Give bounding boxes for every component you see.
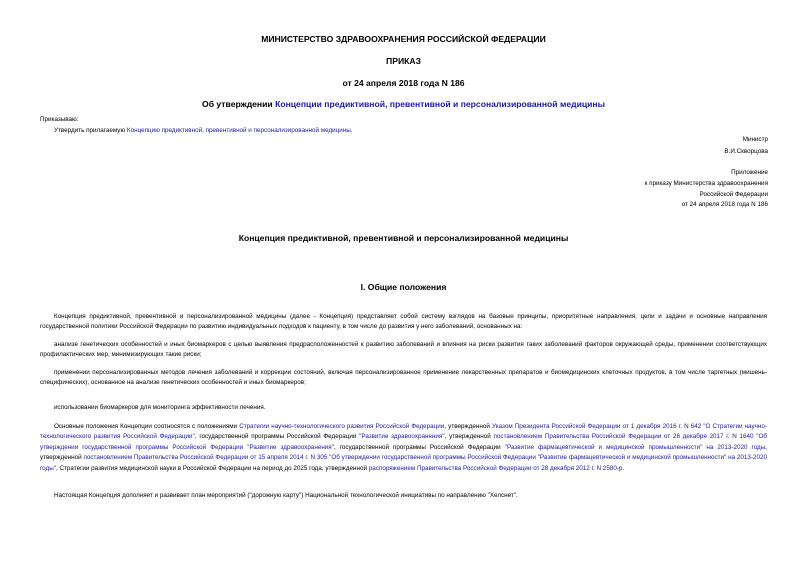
p5-text-8: .	[622, 464, 625, 472]
pharma-program-link[interactable]: "Развитие фармацевтической и медицинской промышленности" на 2013-2020 годы	[504, 443, 766, 451]
doc-title-prefix: Об утверждении	[202, 99, 273, 109]
paragraph-6: Настоящая Концепция дополняет и развивает план мероприятий ("дорожную карту") Национальной технологической инициативы по направлению "Хелснет".	[54, 492, 518, 499]
concept-link[interactable]: Концепцию предиктивной, превентивной и персонализированной медицины	[126, 127, 351, 134]
healthcare-program-link[interactable]: "Развитие здравоохранения"	[359, 433, 445, 441]
p5-text-5: , государственной программы Российской Федерации	[333, 443, 501, 451]
p5-text-3: , государственной программы Российской Федерации	[194, 433, 357, 441]
appendix-line-4: от 24 апреля 2018 года N 186	[681, 201, 768, 208]
p5-text-7: , Стратегии развития медицинской науки в Российской Федерации на период до 2025 года, утвержденной	[55, 464, 368, 472]
appendix-line-1: Приложение	[731, 169, 768, 176]
order-2580r-link[interactable]: распоряжением Правительства Российской Федерации от 28 декабря 2012 г. N 2580-р	[368, 464, 623, 472]
p5-text-2: , утвержденной	[444, 423, 490, 430]
prikazyvayu-label: Приказываю:	[40, 116, 79, 123]
ministry-heading: МИНИСТЕРСТВО ЗДРАВООХРАНЕНИЯ РОССИЙСКОЙ ФЕДЕРАЦИИ	[261, 34, 546, 44]
minister-position: Министр	[742, 136, 768, 143]
appendix-line-3: Российской Федерации	[699, 191, 768, 198]
p5-text-4: , утвержденной	[444, 433, 491, 441]
doc-title	[0, 99, 807, 109]
paragraph-5	[40, 422, 767, 474]
resolution-305-link[interactable]: постановлением Правительства Российской Федерации от 15 апреля 2014 г. N 305 "Об утверждении государственной программы Российской Федерации "Развитие фармацевтической и медицинской промышленности" на 2013-2020 годы"	[40, 454, 767, 472]
minister-name: В.И.Скворцова	[724, 148, 768, 155]
p5-text-1: Основные положения Концепции соотносятся с положениями	[54, 423, 238, 430]
approve-suffix: .	[350, 127, 353, 134]
doc-date-number: от 24 апреля 2018 года N 186	[342, 78, 465, 88]
approve-prefix: Утвердить прилагаемую	[54, 127, 126, 134]
paragraph-1: Концепция предиктивной, превентивной и персонализированной медицины (далее - Концепция) представляет собой систему взглядов на базовые принципы, приоритетные направления, цели и задачи и основные направления государственной политики Российской Федерации по развитию индивидуальных подходов к пациенту, в том числе до развития у него заболеваний, основанных на:	[40, 313, 767, 331]
approve-line	[54, 126, 353, 136]
appendix-line-2: к приказу Министерства здравоохранения	[644, 180, 768, 187]
decree-642-link[interactable]: Указом Президента Российской Федерации от 1 декабря 2016 г. N 642 "О Стратегии научно-технологического развития Российской Федерации"	[40, 423, 767, 441]
section-1-title: I. Общие положения	[360, 282, 447, 292]
doc-type-heading: ПРИКАЗ	[386, 56, 421, 66]
paragraph-2: анализе генетических особенностей и иных биомаркеров с целью выявления предрасположенностей к развитию заболеваний и влияния на риски развития таких заболеваний факторов окружающей среды, применении соответствующих профилактических мер, минимизирующих такие риски;	[40, 341, 767, 359]
resolution-1640-link[interactable]: постановлением Правительства Российской Федерации от 26 декабря 2017 г. N 1640 "Об утверждении государственной программы Российской Федерации "Развитие здравоохранения"	[40, 433, 768, 451]
concept-title: Концепция предиктивной, превентивной и персонализированной медицины	[238, 233, 569, 243]
paragraph-3: применении персонализированных методов лечения заболеваний и коррекции состояний, включая персонализированное применение лекарственных препаратов и биомедицинских клеточных продуктов, в том числе таргетных (мишень-специфических), основанное на анализе генетических особенностей и иных биомаркеров;	[40, 369, 767, 387]
paragraph-4: использовании биомаркеров для мониторинга эффективности лечения.	[54, 404, 266, 411]
strategy-ntr-link[interactable]: Стратегии научно-технологического развития Российской Федерации	[239, 423, 445, 430]
concept-title-link[interactable]: Концепции предиктивной, превентивной и персонализированной медицины	[275, 99, 605, 109]
p5-text-6: , утвержденной	[40, 443, 768, 462]
